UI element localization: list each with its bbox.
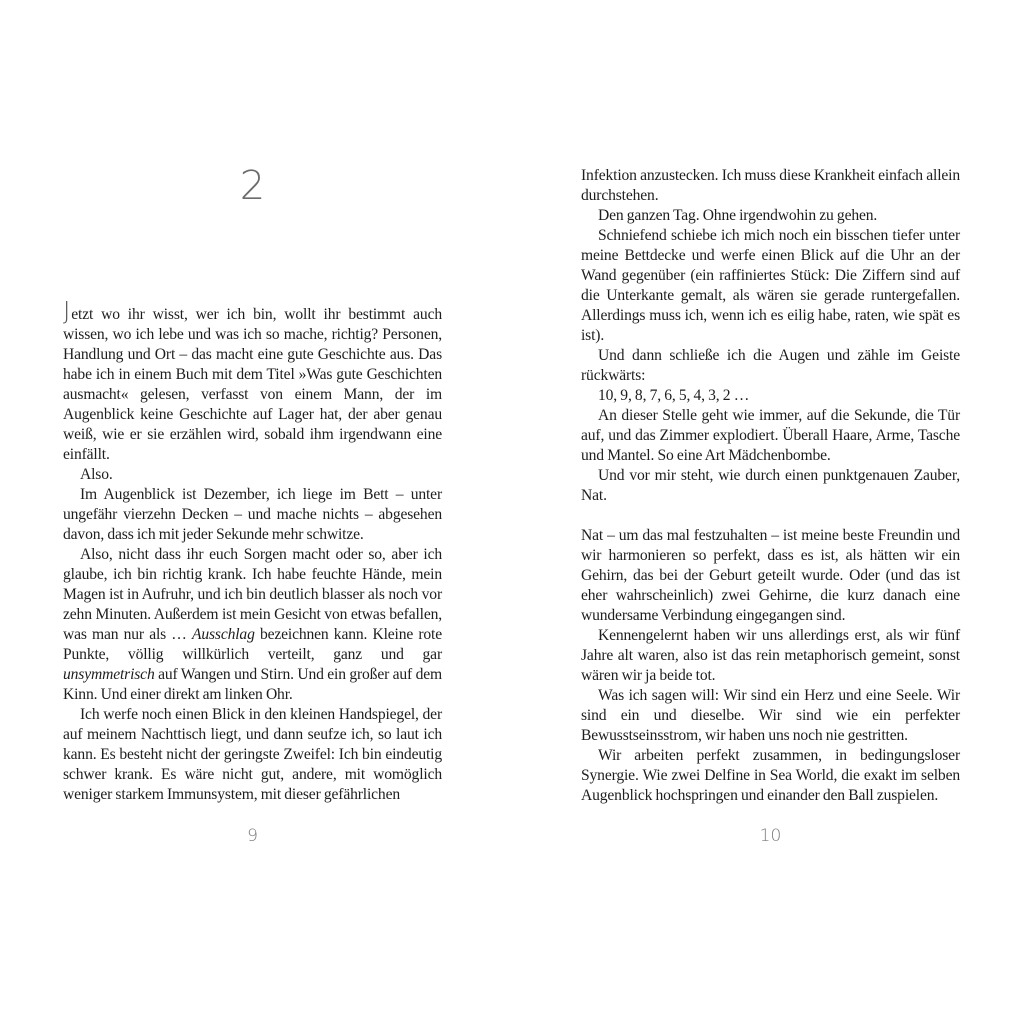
paragraph: Im Augenblick ist Dezember, ich liege im Bett – unter ungefähr vierzehn Decken – und mache nichts – abgesehen davon, dass ich mit jeder Sekunde mehr schwitze. — [63, 486, 442, 543]
paragraph: Ich werfe noch einen Blick in den kleinen Handspiegel, der auf meinem Nachttisch liegt, und dann seufze ich, so laut ich kann. Es besteht nicht der geringste Zweifel: Ich bin eindeutig schwer krank. Es wäre nicht gut, andere, mit womöglich weniger starkem Immunsystem, mit dieser gefährlichen — [63, 706, 442, 803]
left-page-text — [63, 296, 443, 805]
paragraph — [63, 296, 442, 465]
paragraph: An dieser Stelle geht wie immer, auf die Sekunde, die Tür auf, und das Zimmer explodiert. Überall Haare, Arme, Tasche und Mantel. So eine Art Mädchenbombe. — [581, 407, 960, 464]
paragraph: Schniefend schiebe ich mich noch ein bisschen tiefer unter meine Bettdecke und werfe einen Blick auf die Uhr an der Wand gegenüber (ein raffiniertes Stück: Die Ziffern sind auf die Unterkante gemalt, als wären sie gerade runtergefallen. Allerdings muss ich, wenn ich es eilig habe, raten, wie spät es ist). — [581, 227, 960, 344]
paragraph: Also, nicht dass ihr euch Sorgen macht oder so, aber ich glaube, ich bin richtig krank. Ich habe feuchte Hände, mein Magen ist in Aufruhr, und ich bin deutlich blasser als noch vor zehn Minuten. Außerdem ist mein Gesicht von etwas befallen, was man nur als … Ausschlag bezeichnen kann. Kleine rote Punkte, völlig willkürlich verteilt, ganz und gar unsymmetrisch auf Wangen und Stirn. Und ein großer auf dem Kinn. Und einer direkt am linken Ohr. — [63, 546, 443, 703]
left-page — [63, 0, 442, 1024]
paragraph-text: etzt wo ihr wisst, wer ich bin, wollt ihr bestimmt auch wissen, wo ich lebe und was ich so mache, richtig? Personen, Handlung und Ort – das macht eine gute Geschichte aus. Das habe ich in einem Buch mit dem Titel »Was gute Geschichten ausmacht« gelesen, verfasst von einem Mann, der im Augenblick keine Geschichte auf Lager hat, der aber genau weiß, wie er sie erzählen wird, sobald ihm irgendwann eine einfällt. — [63, 306, 442, 463]
drop-cap: J — [63, 296, 71, 325]
paragraph: Also. — [80, 466, 113, 483]
emphasized-word: unsymmetrisch — [63, 666, 155, 683]
paragraph: 10, 9, 8, 7, 6, 5, 4, 3, 2 … — [598, 387, 750, 404]
page-number: 10 — [759, 826, 782, 846]
paragraph: Was ich sagen will: Wir sind ein Herz und eine Seele. Wir sind ein und dieselbe. Wir sind wie ein perfekter Bewusstseinsstrom, wir haben uns noch nie gestritten. — [581, 687, 960, 744]
paragraph: Nat – um das mal festzuhalten – ist meine beste Freundin und wir harmonieren so perfekt, dass es ist, als hätten wir ein Gehirn, das bei der Geburt geteilt wurde. Oder (und das ist eher wahrscheinlich) zwei Gehirne, die kurz danach eine wundersame Verbindung eingegangen sind. — [581, 527, 960, 624]
paragraph: Wir arbeiten perfekt zusammen, in bedingungsloser Synergie. Wie zwei Delfine in Sea World, die exakt im selben Augenblick hochspringen und einander den Ball zuspielen. — [581, 747, 960, 804]
emphasized-word: Ausschlag — [191, 626, 255, 643]
paragraph: Den ganzen Tag. Ohne irgendwohin zu gehen. — [598, 207, 878, 224]
section-break — [581, 506, 960, 526]
right-page-text — [581, 166, 960, 806]
right-page — [581, 0, 960, 1024]
paragraph: Und dann schließe ich die Augen und zähle im Geiste rückwärts: — [581, 347, 960, 384]
paragraph: Infektion anzustecken. Ich muss diese Krankheit einfach allein durchstehen. — [581, 167, 960, 204]
paragraph: Kennengelernt haben wir uns allerdings erst, als wir fünf Jahre alt waren, also ist das rein metaphorisch gemeint, sonst wären wir ja beide tot. — [581, 627, 960, 684]
chapter-number: 2 — [239, 163, 266, 209]
page-number: 9 — [247, 826, 258, 846]
paragraph: Und vor mir steht, wie durch einen punktgenauen Zauber, Nat. — [581, 467, 960, 504]
